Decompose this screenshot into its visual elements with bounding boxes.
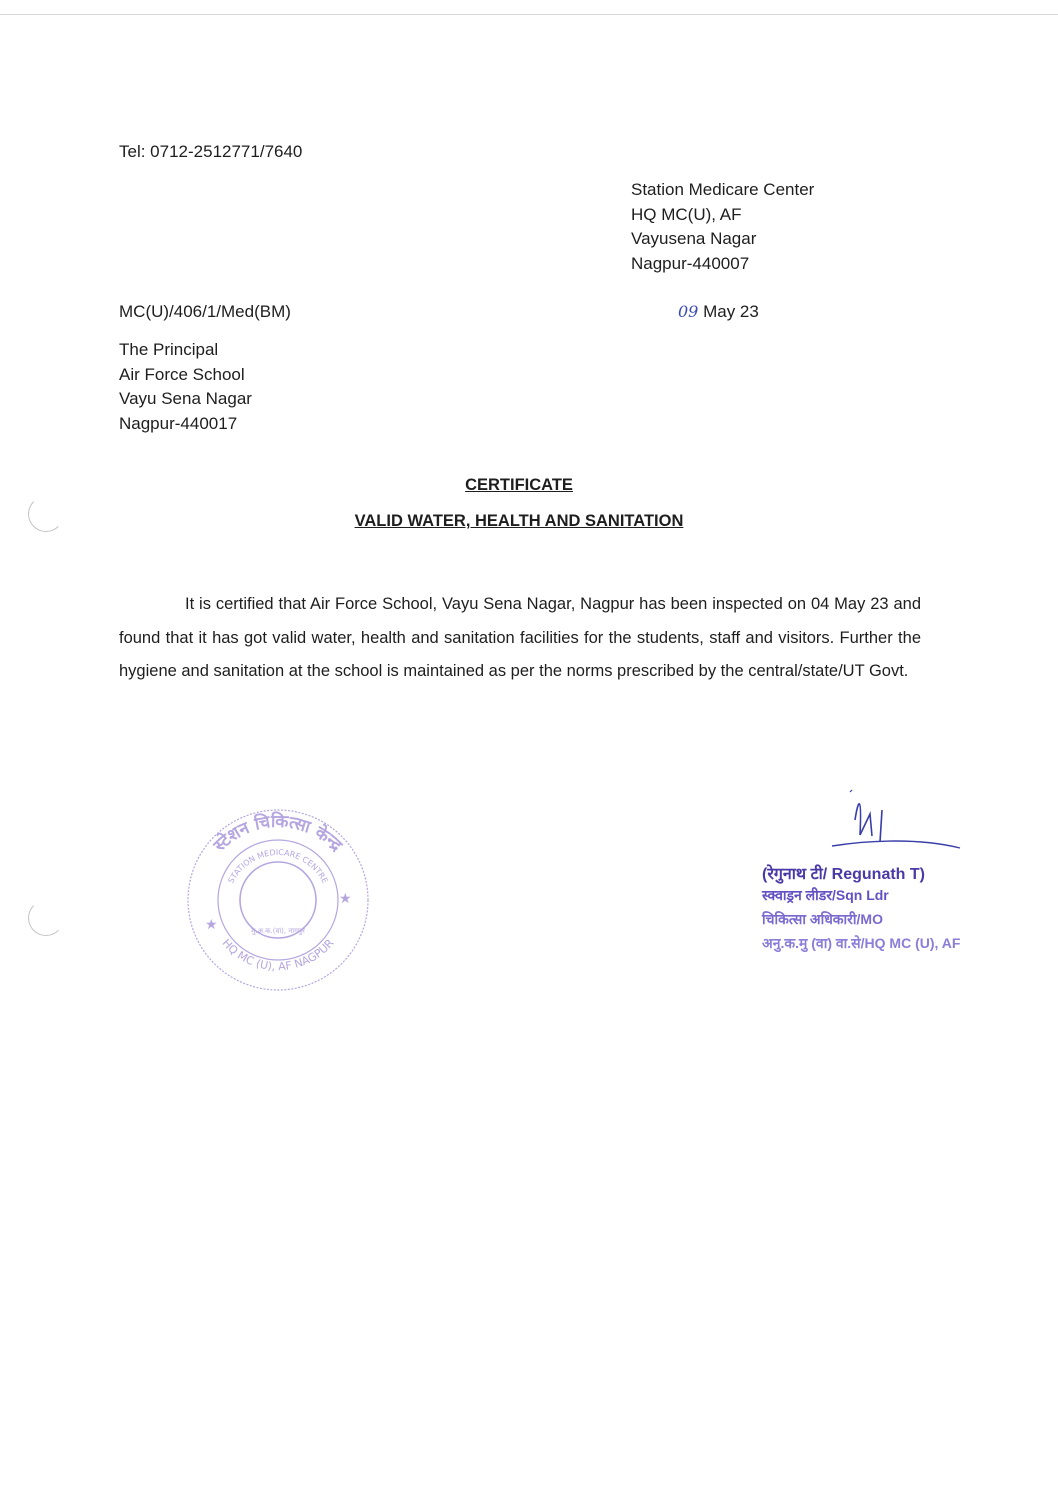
recipient-line-1: The Principal xyxy=(119,340,219,359)
recipient-line-2: Air Force School xyxy=(119,364,245,384)
handwritten-signature-icon xyxy=(830,780,970,870)
punch-hole-mark xyxy=(28,900,64,936)
office-stamp xyxy=(178,805,378,995)
telephone-number: Tel: 0712-2512771/7640 xyxy=(119,142,303,161)
signatory-name: (रेगुनाथ टी/ Regunath T) xyxy=(762,866,925,883)
recipient-line-4: Nagpur-440017 xyxy=(119,413,238,433)
sender-address xyxy=(631,178,814,276)
letter-date xyxy=(678,300,759,324)
signatory-designation: चिकित्सा अधिकारी/MO xyxy=(762,911,883,927)
stamp-star-left-icon: ★ xyxy=(205,916,218,932)
certificate-subtitle: VALID WATER, HEALTH AND SANITATION xyxy=(354,512,684,530)
stamp-inner-text: STATION MEDICARE CENTRE xyxy=(226,847,330,885)
stamp-bottom-text: HQ MC (U), AF NAGPUR xyxy=(219,936,337,974)
scan-edge-line xyxy=(0,14,1058,15)
sender-line-1: Station Medicare Center xyxy=(631,180,815,199)
signatory-rank: स्क्वाड्रन लीडर/Sqn Ldr xyxy=(762,887,889,903)
handwritten-day: 09 xyxy=(678,302,699,321)
recipient-line-3: Vayu Sena Nagar xyxy=(119,389,252,408)
month-year: May 23 xyxy=(703,302,759,321)
signature-block xyxy=(760,780,1050,980)
certificate-body: It is certified that Air Force School, Vayu Sena Nagar, Nagpur has been inspected on 04 May 23 and found that it has got valid water, health and sanitation facilities for the students, staff and visitors. Further the hygiene and sanitation at the school is maintained as per the norms prescribed by the central/state/UT Govt. xyxy=(119,595,921,680)
sender-line-2: HQ MC(U), AF xyxy=(631,204,742,224)
certificate-title: CERTIFICATE xyxy=(465,476,573,494)
signatory-unit: अनु.क.मु (वा) वा.से/HQ MC (U), AF xyxy=(762,935,961,951)
stamp-outer-text: स्टेशन चिकित्सा केन्द्र xyxy=(209,811,346,856)
reference-number: MC(U)/406/1/Med(BM) xyxy=(119,302,291,321)
stamp-center-text: मु.अ.क.(वा), नागपुर xyxy=(251,927,305,935)
punch-hole-mark xyxy=(28,496,64,532)
sender-line-3: Vayusena Nagar xyxy=(631,229,757,248)
sender-line-4: Nagpur-440007 xyxy=(631,253,750,273)
recipient-address xyxy=(119,338,252,436)
stamp-star-right-icon: ★ xyxy=(339,890,352,906)
